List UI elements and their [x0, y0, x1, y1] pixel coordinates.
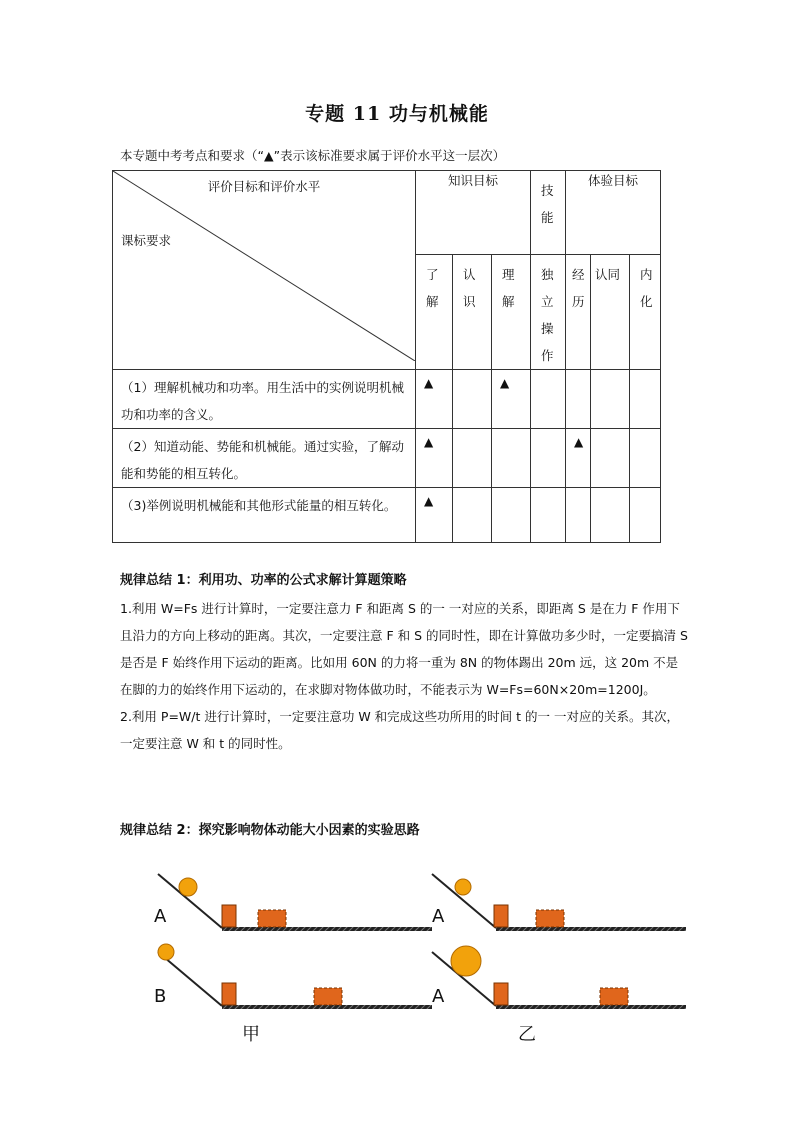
- mark-cell: [630, 370, 661, 429]
- requirements-table: [112, 170, 661, 543]
- mark-cell: [492, 488, 531, 543]
- mark-cell: ▲: [492, 370, 531, 429]
- block-moved-ghost: [258, 910, 286, 927]
- ball: [179, 878, 197, 896]
- rule1-title: 规律总结 1：利用功、功率的公式求解计算题策略: [120, 573, 407, 588]
- row-text: （1）理解机械功和功率。用生活中的实例说明机械功和功率的含义。: [113, 370, 416, 429]
- caption-jia: 甲: [242, 1024, 260, 1045]
- rule1-body: [120, 595, 690, 757]
- table-row: [113, 429, 661, 488]
- mark-cell: [453, 429, 492, 488]
- mark-cell: [566, 370, 591, 429]
- group-skill: 技能: [531, 171, 566, 255]
- wooden-block: [222, 983, 236, 1005]
- group-knowledge: 知识目标: [416, 171, 531, 255]
- label-height-a: A: [432, 906, 445, 927]
- figure-right: [432, 874, 686, 1045]
- floor: [496, 927, 686, 931]
- sub-header: 认同: [591, 255, 630, 370]
- wooden-block: [494, 905, 508, 927]
- sub-header: 认识: [453, 255, 492, 370]
- floor: [222, 927, 432, 931]
- diagonal-header-cell: [113, 171, 416, 370]
- sub-header: 独立操作: [531, 255, 566, 370]
- mark-cell: ▲: [566, 429, 591, 488]
- mark-cell: [453, 488, 492, 543]
- mark-cell: [591, 429, 630, 488]
- caption-yi: 乙: [518, 1024, 536, 1045]
- mark-cell: ▲: [416, 488, 453, 543]
- mark-cell: [591, 370, 630, 429]
- label-height-b: B: [154, 986, 167, 1007]
- diagonal-line: [113, 171, 415, 361]
- block-moved-ghost: [314, 988, 342, 1005]
- group-experience: 体验目标: [566, 171, 661, 255]
- header-curriculum: 课标要求: [121, 233, 172, 248]
- experiment-figures: [150, 860, 690, 1060]
- sub-header: 了解: [416, 255, 453, 370]
- mark-cell: [531, 488, 566, 543]
- mark-cell: [591, 488, 630, 543]
- table-row: [113, 370, 661, 429]
- sub-header: 经历: [566, 255, 591, 370]
- page-title: 专题 11 功与机械能: [305, 103, 489, 125]
- rule2-title: 规律总结 2：探究影响物体动能大小因素的实验思路: [120, 823, 420, 838]
- rule1-paragraph-2: 2.利用 P=W/t 进行计算时，一定要注意功 W 和完成这些功所用的时间 t 的一 一对应的关系。其次，一定要注意 W 和 t 的同时性。: [120, 709, 679, 751]
- large-ball: [451, 946, 481, 976]
- mark-cell: ▲: [416, 429, 453, 488]
- mark-cell: [453, 370, 492, 429]
- sub-header: 内化: [630, 255, 661, 370]
- floor: [496, 1005, 686, 1009]
- block-moved-ghost: [600, 988, 628, 1005]
- figure-left: [150, 868, 440, 1045]
- header-evaluation-level: 评价目标和评价水平: [207, 179, 321, 194]
- wooden-block: [222, 905, 236, 927]
- mark-cell: [531, 429, 566, 488]
- mark-cell: [492, 429, 531, 488]
- mark-cell: [630, 488, 661, 543]
- row-text: （2）知道动能、势能和机械能。通过实验，了解动能和势能的相互转化。: [113, 429, 416, 488]
- wooden-block: [494, 983, 508, 1005]
- label-height-a: A: [154, 906, 167, 927]
- mark-cell: [531, 370, 566, 429]
- mark-cell: [566, 488, 591, 543]
- sub-header: 理解: [492, 255, 531, 370]
- row-text: （3)举例说明机械能和其他形式能量的相互转化。: [113, 488, 416, 543]
- table-row: [113, 488, 661, 543]
- mark-cell: [630, 429, 661, 488]
- rule1-paragraph-1: 1.利用 W=Fs 进行计算时，一定要注意力 F 和距离 S 的一 一对应的关系，即距离 S 是在力 F 作用下且沿力的方向上移动的距离。其次，一定要注意 F 和 S 的同时性，即在计算做功多少时，一定要搞清 S 是否是 F 始终作用下运动的距离。比如用 60N 的力将一重为 8N 的物体踢出 20m 远，这 20m 不是在脚的力的始终作用下运动的，在求脚对物体做功时，不能表示为 W=Fs=60N×20m=1200J。: [120, 601, 688, 697]
- intro-text: 本专题中考考点和要求（“▲”表示该标准要求属于评价水平这一层次）: [120, 148, 506, 163]
- ball: [158, 944, 174, 960]
- label-height-a: A: [432, 986, 445, 1007]
- mark-cell: ▲: [416, 370, 453, 429]
- block-moved-ghost: [536, 910, 564, 927]
- floor: [222, 1005, 432, 1009]
- ball: [455, 879, 471, 895]
